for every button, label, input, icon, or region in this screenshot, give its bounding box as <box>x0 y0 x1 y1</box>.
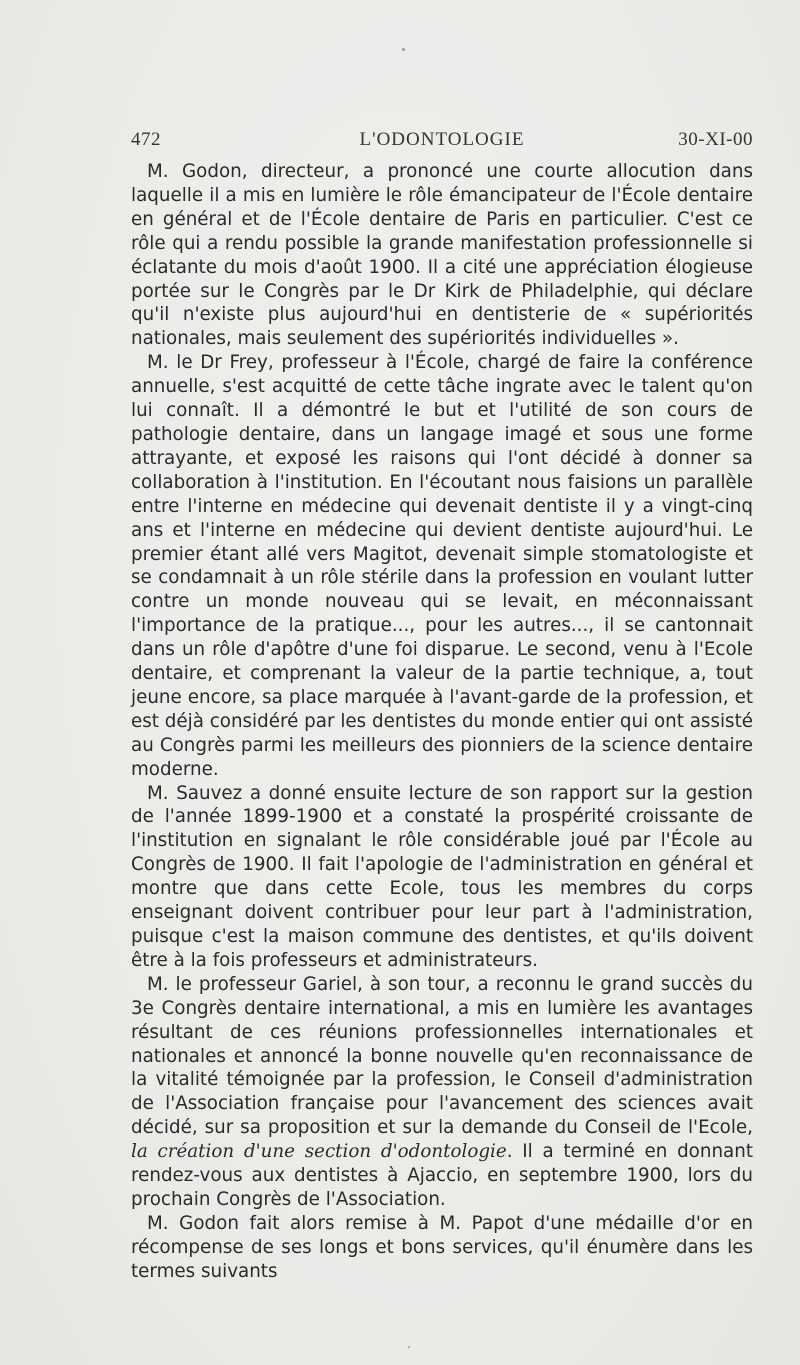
paragraph-frey-conference: M. le Dr Frey, professeur à l'École, chargé de faire la conférence annuelle, s'est acquitté de cette tâche ingrate avec le talent qu'on lui connaît. Il a démontré le but et l'utilité de son cours de pathologie dentaire, dans un langage imagé et sous une forme attrayante, et exposé les raisons qui l'ont décidé à donner sa collaboration à l'institution. En l'écoutant nous faisions un parallèle entre l'interne en médecine qui devenait dentiste il y a vingt-cinq ans et l'interne en médecine qui devient dentiste aujourd'hui. Le premier étant allé vers Magitot, devenait simple stomatologiste et se condamnait à un rôle stérile dans la profession en voulant lutter contre un monde nouveau qui se levait, en méconnaissant l'importance de la pratique..., pour les autres..., il se cantonnait dans un rôle d'apôtre d'une foi disparue. Le second, venu à l'Ecole dentaire, et comprenant la valeur de la partie technique, a, tout jeune encore, sa place marquée à l'avant-garde de la profession, et est déjà considéré par les dentistes du monde entier qui ont assisté au Congrès parmi les meilleurs des pionniers de la science dentaire moderne. <box>131 352 753 780</box>
issue-date: 30-XI-00 <box>678 129 753 150</box>
paragraph-gariel <box>131 973 753 1212</box>
journal-title: L'ODONTOLOGIE <box>359 129 525 150</box>
paragraph-papot-medaille: M. Godon fait alors remise à M. Papot d'une médaille d'or en récompense de ses longs et bons services, qu'il énumère dans les termes suivants <box>131 1212 753 1282</box>
paragraph-gariel-italic: la création d'une section d'odontologie <box>131 1141 507 1163</box>
running-header <box>131 129 753 155</box>
paper-speck <box>402 48 405 51</box>
paper-speck <box>408 1346 410 1348</box>
paragraph-godon-allocution: M. Godon, directeur, a prononcé une courte allocution dans laquelle il a mis en lumière le rôle émancipateur de l'École dentaire en général et de l'École dentaire de Paris en particulier. C'est ce rôle qui a rendu possible la grande manifestation professionnelle si éclatante du mois d'août 1900. Il a cité une appréciation élogieuse portée sur le Congrès par le Dr Kirk de Philadelphie, qui déclare qu'il n'existe plus aujourd'hui en dentisterie de « supériorités nationales, mais seulement des supériorités individuelles ». <box>131 161 753 350</box>
paragraph-gariel-text-after: . Il a terminé en donnant rendez-vous aux dentistes à Ajaccio, en septembre 1900, lors du prochain Congrès de l'Association. <box>131 1141 753 1210</box>
paragraph-sauvez-rapport: M. Sauvez a donné ensuite lecture de son rapport sur la gestion de l'année 1899-1900 et a constaté la prospérité croissante de l'institution en signalant le rôle considérable joué par l'École au Congrès de 1900. Il fait l'apologie de l'administration en général et montre que dans cette Ecole, tous les membres du corps enseignant doivent contribuer pour leur part à l'administration, puisque c'est la maison commune des dentistes, et qu'ils doivent être à la fois professeurs et administrateurs. <box>131 782 753 971</box>
page-number: 472 <box>131 129 161 150</box>
paragraph-gariel-text-before: M. le professeur Gariel, à son tour, a reconnu le grand succès du 3e Congrès dentaire international, a mis en lumière les avantages résultant de ces réunions professionnelles internationales et nationales et annoncé la bonne nouvelle qu'en reconnaissance de la vitalité témoignée par la profession, le Conseil d'administration de l'Association française pour l'avancement des sciences avait décidé, sur sa proposition et sur la demande du Conseil de l'Ecole, <box>131 973 753 1139</box>
article-body <box>131 160 753 1284</box>
